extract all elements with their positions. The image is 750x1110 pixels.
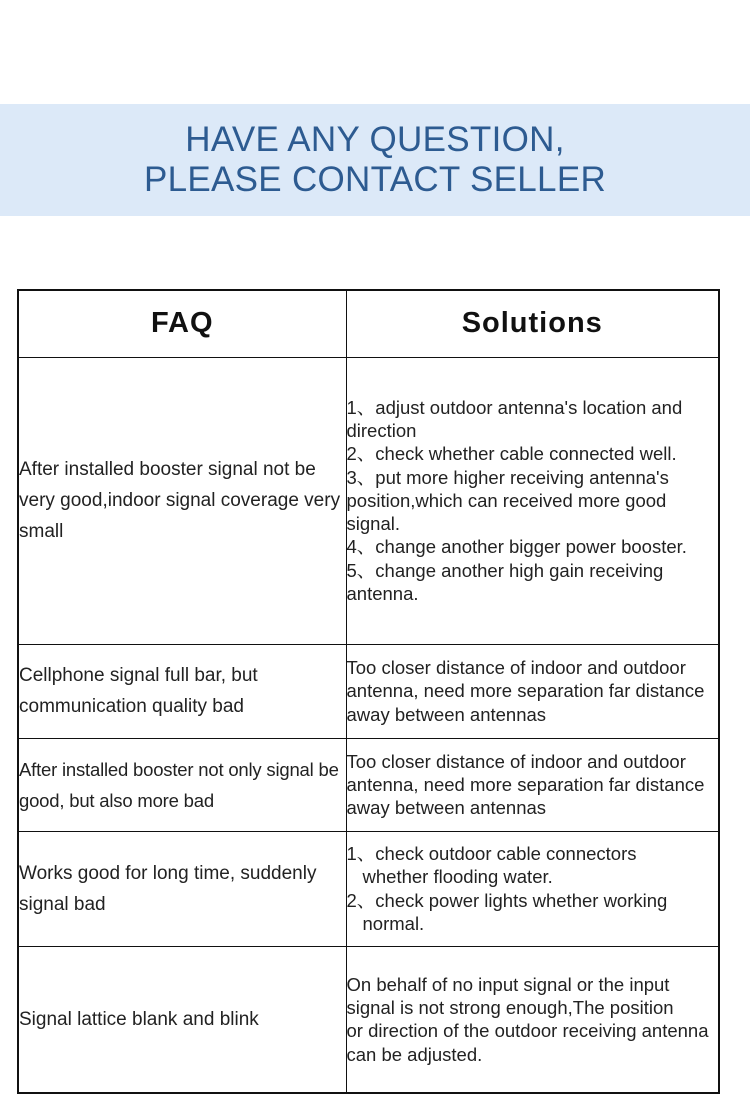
table-row bbox=[18, 946, 719, 1093]
solution-item: 1、check outdoor cable connectors bbox=[346, 842, 637, 864]
faq-solution bbox=[346, 946, 719, 1093]
table-header-row bbox=[18, 290, 719, 357]
solution-item: 4、change another bigger power booster. bbox=[346, 536, 687, 558]
faq-solution: Too closer distance of indoor and outdoor antenna, need more separation far distance away between antennas bbox=[346, 738, 719, 831]
table-row bbox=[18, 357, 719, 644]
table-row bbox=[18, 831, 719, 946]
faq-solution bbox=[346, 357, 719, 644]
faq-column-header: FAQ bbox=[18, 290, 346, 357]
banner-title-line-1: HAVE ANY QUESTION, bbox=[185, 120, 565, 159]
solution-item: 2、check whether cable connected well. bbox=[346, 443, 677, 465]
solutions-column-header: Solutions bbox=[346, 290, 719, 357]
solution-item: 1、adjust outdoor antenna's location and direction bbox=[346, 396, 683, 441]
banner-title-line-2: PLEASE CONTACT SELLER bbox=[143, 160, 607, 199]
faq-question: Signal lattice blank and blink bbox=[18, 946, 346, 1093]
table-row bbox=[18, 644, 719, 738]
faq-question: After installed booster not only signal be good, but also more bad bbox=[18, 738, 346, 831]
faq-solution: Too closer distance of indoor and outdoor antenna, need more separation far distance away between antennas bbox=[346, 644, 719, 738]
faq-solution bbox=[346, 831, 719, 946]
solution-item: 5、change another high gain receiving antenna. bbox=[346, 559, 664, 605]
faq-question: Cellphone signal full bar, but communication quality bad bbox=[18, 644, 346, 738]
solution-item-continuation: whether flooding water. bbox=[362, 866, 553, 888]
faq-question: After installed booster signal not be very good,indoor signal coverage very small bbox=[18, 357, 346, 644]
contact-banner bbox=[0, 104, 750, 216]
solution-item: 3、put more higher receiving antenna's position,which can received more good signal. bbox=[346, 466, 669, 535]
solution-paragraph: or direction of the outdoor receiving antenna can be adjusted. bbox=[346, 1020, 709, 1065]
table-row bbox=[18, 738, 719, 831]
solution-item-continuation: normal. bbox=[362, 912, 425, 934]
solution-paragraph: On behalf of no input signal or the input signal is not strong enough,The position bbox=[346, 973, 674, 1018]
solution-item: 2、check power lights whether working bbox=[346, 889, 668, 911]
faq-table bbox=[17, 289, 720, 1094]
faq-question: Works good for long time, suddenly signal bad bbox=[18, 831, 346, 946]
